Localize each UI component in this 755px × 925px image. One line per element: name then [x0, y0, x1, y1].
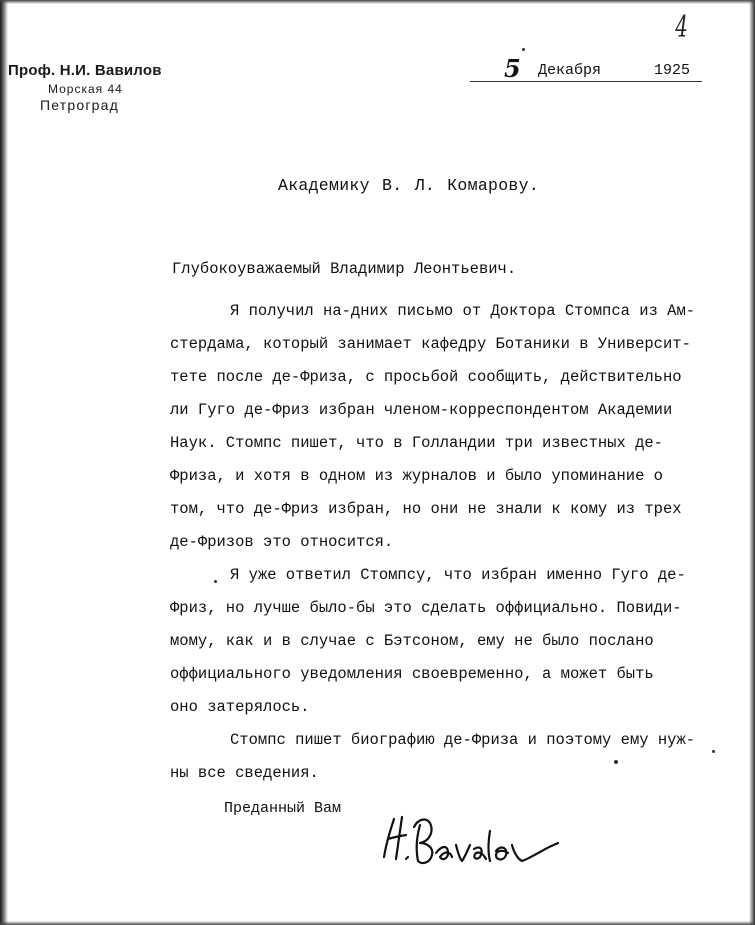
body-line: Фриза, и хотя в одном из журналов и было упоминание о: [170, 467, 663, 485]
date-day: 5: [504, 54, 521, 83]
body-line: Наук. Стомпс пишет, что в Голландии три известных де-: [170, 434, 663, 452]
body-line: Стомпс пишет биографию де-Фриза и поэтому ему нуж-: [230, 731, 696, 749]
closing-phrase: Преданный Вам: [224, 800, 342, 817]
body-line: мому, как и в случае с Бэтсоном, ему не было послано: [170, 632, 654, 650]
body-line: тете после де-Фриза, с просьбой сообщить, действительно: [170, 368, 682, 386]
body-line: оно затерялось.: [170, 698, 310, 716]
body-line: том, что де-Фриз избран, но они не знали к кому из трех: [170, 500, 682, 518]
scan-edge-left: [0, 0, 8, 925]
sender-city: Петроград: [40, 97, 120, 113]
scan-edge-bottom: [0, 921, 755, 925]
body-line: Я уже ответил Стомпсу, что избран именно Гуго де-: [230, 566, 686, 584]
body-line: де-Фризов это относится.: [170, 533, 394, 551]
addressee: Академику В. Л. Комарову.: [278, 176, 540, 195]
scan-speck: [614, 760, 618, 764]
letterhead-stamp: [8, 62, 178, 113]
sender-street: Морская 44: [48, 82, 123, 96]
letter-date: [470, 54, 702, 86]
date-month: Декабря: [538, 62, 602, 79]
body-line: Фриз, но лучше было-бы это сделать оффициально. Повиди-: [170, 599, 682, 617]
body-line: ли Гуго де-Фриз избран членом-корреспондентом Академии: [170, 401, 673, 419]
body-line: оффициального уведомления своевременно, а может быть: [170, 665, 654, 683]
page-number: 4: [675, 10, 688, 45]
sender-name: Проф. Н.И. Вавилов: [8, 62, 162, 79]
body-line: стердама, который занимает кафедру Ботаники в Университ-: [170, 335, 691, 353]
salutation: Глубокоуважаемый Владимир Леонтьевич.: [172, 260, 517, 278]
scan-speck: [522, 48, 525, 51]
scan-speck: [712, 750, 715, 753]
scan-speck: [214, 580, 217, 583]
date-year: 1925: [654, 62, 691, 79]
scan-edge-top: [0, 0, 755, 4]
body-line: ны все сведения.: [170, 764, 319, 782]
body-line: Я получил на-дних письмо от Доктора Стомпса из Ам-: [230, 302, 696, 320]
handwritten-signature: [372, 805, 562, 875]
scan-edge-right: [749, 0, 755, 925]
